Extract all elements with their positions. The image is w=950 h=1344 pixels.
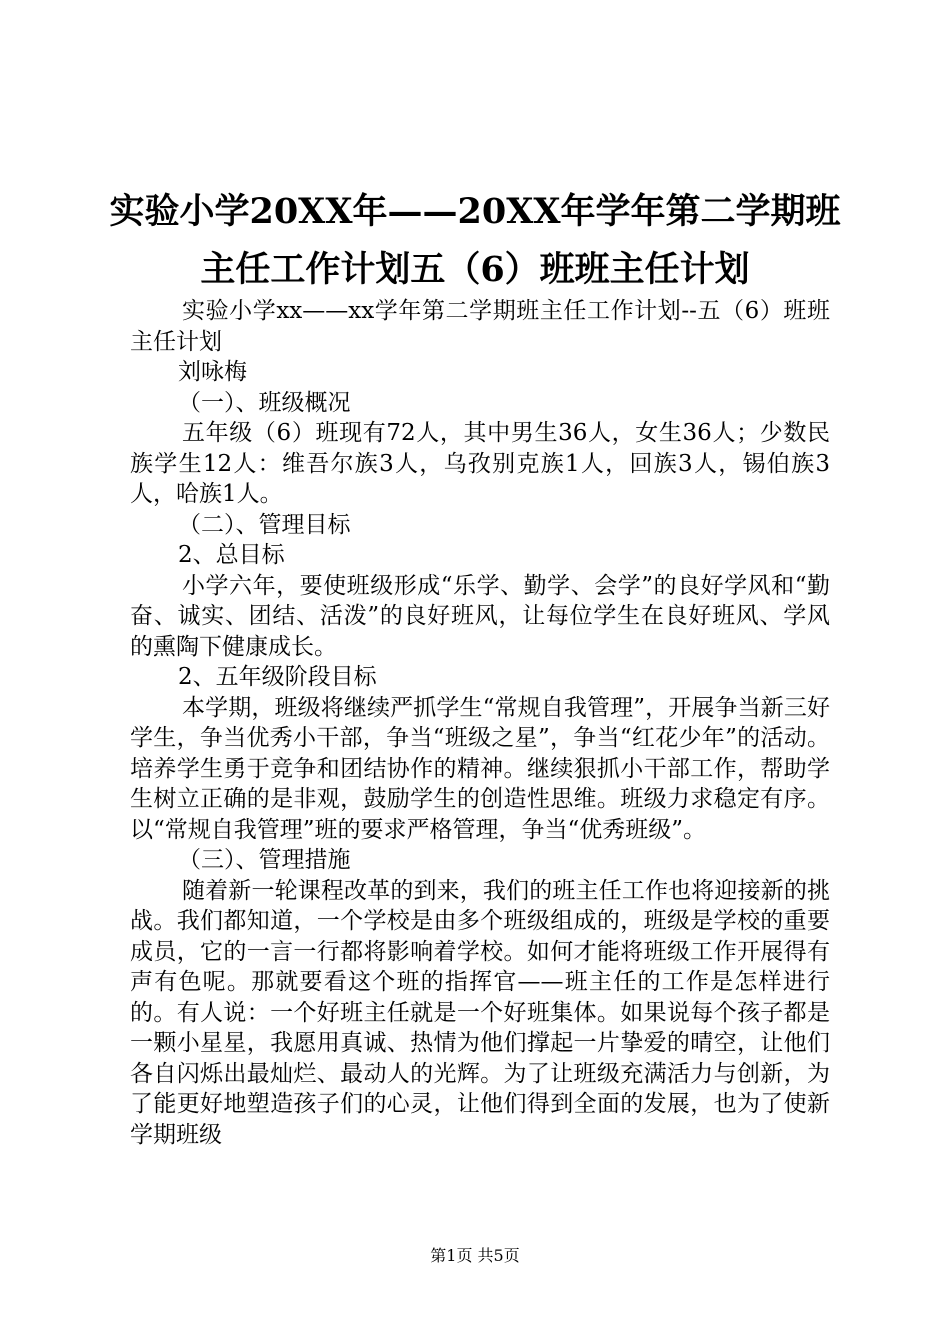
document-title (100, 183, 850, 299)
intro-paragraph: 实验小学xx——xx学年第二学期班主任工作计划--五（6）班班主任计划 (130, 298, 830, 355)
document-body (130, 296, 830, 1150)
section-heading-2: （二）、管理目标 (178, 511, 351, 538)
author-name: 刘咏梅 (178, 359, 247, 385)
subheading-grade-goal: 2、五年级阶段目标 (178, 664, 377, 690)
overall-goal-paragraph: 小学六年，要使班级形成“乐学、勤学、会学”的良好学风和“勤奋、诚实、团结、活泼”的良好班风，让每位学生在良好班风、学风的熏陶下健康成长。 (130, 572, 830, 660)
grade-goal-paragraph: 本学期，班级将继续严抓学生“常规自我管理”，开展争当新三好学生，争当优秀小干部，争当“班级之星”，争当“红花少年”的活动。培养学生勇于竞争和团结协作的精神。继续狠抓小干部工作，帮助学生树立正确的是非观，鼓励学生的创造性思维。班级力求稳定有序。以“常规自我管理”班的要求严格管理，争当“优秀班级”。 (130, 694, 830, 843)
title-line-1: 实验小学20XX年——20XX年学年第二学期班 (109, 191, 841, 232)
subheading-overall-goal: 2、总目标 (178, 542, 285, 568)
measures-paragraph: 随着新一轮课程改革的到来，我们的班主任工作也将迎接新的挑战。我们都知道，一个学校是由多个班级组成的，班级是学校的重要成员，它的一言一行都将影响着学校。如何才能将班级工作开展得有声有色呢。那就要看这个班的指挥官——班主任的工作是怎样进行的。有人说：一个好班主任就是一个好班集体。如果说每个孩子都是一颗小星星，我愿用真诚、热情为他们撑起一片挚爱的晴空，让他们各自闪烁出最灿烂、最动人的光辉。为了让班级充满活力与创新，为了能更好地塑造孩子们的心灵，让他们得到全面的发展，也为了使新学期班级 (130, 877, 830, 1148)
title-line-2: 主任工作计划五（6）班班主任计划 (200, 249, 750, 290)
section-heading-3: （三）、管理措施 (178, 847, 351, 873)
class-overview-paragraph: 五年级（6）班现有72人，其中男生36人，女生36人；少数民族学生12人：维吾尔族3人，乌孜别克族1人，回族3人，锡伯族3人，哈族1人。 (130, 420, 830, 507)
page-footer: 第1页 共5页 (430, 1246, 520, 1265)
section-heading-1: （一）、班级概况 (178, 389, 351, 416)
